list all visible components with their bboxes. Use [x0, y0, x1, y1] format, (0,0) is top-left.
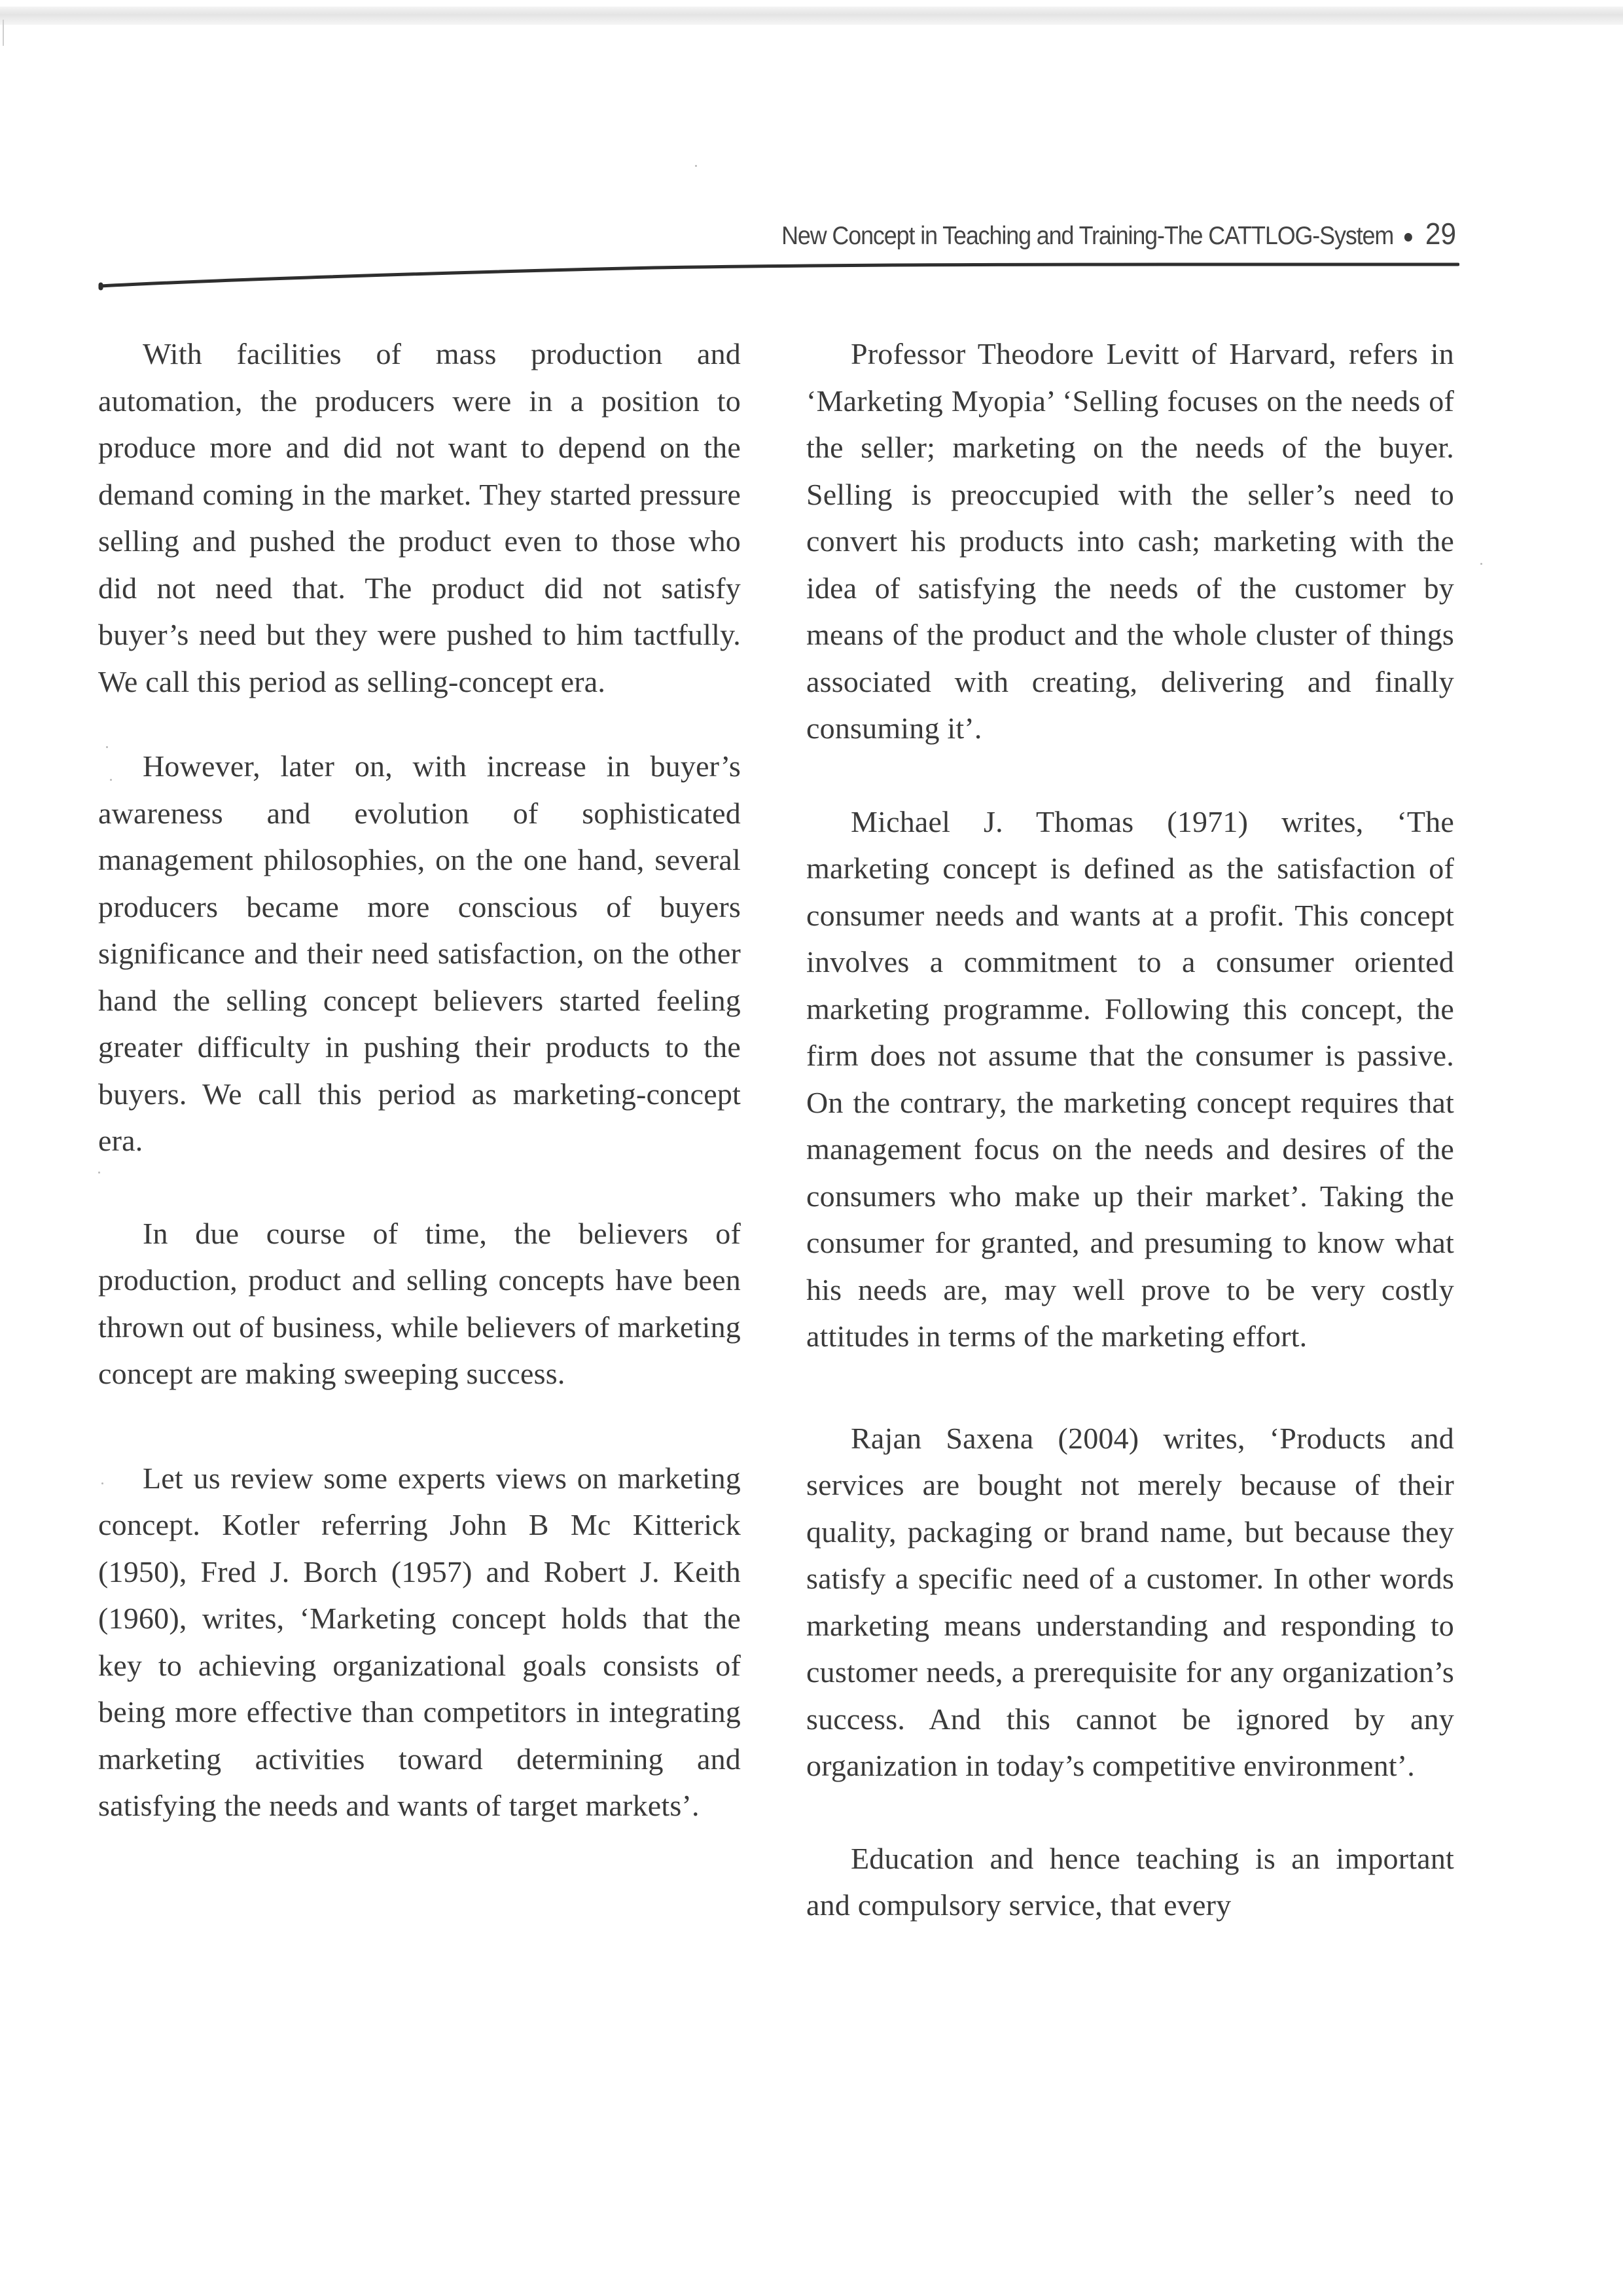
- paragraph-education-teaching: Education and hence teaching is an important and compulsory service, that every: [806, 1841, 1454, 1922]
- page-number: 29: [1425, 217, 1456, 251]
- scan-edge-shadow: [0, 7, 1623, 25]
- scan-speck: [110, 779, 112, 781]
- scan-speck: [1480, 563, 1482, 565]
- paragraph-levitt-marketing-myopia: Professor Theodore Levitt of Harvard, refers in ‘Marketing Myopia’ ‘Selling focuses on the needs of the seller; marketing on the needs of the buyer. Selling is preoccupied with the seller’s need to convert his products into cash; marketing with the idea of satisfying the needs of the customer by means of the product and the whole cluster of things associated with creating, delivering and finally consuming it’.: [806, 337, 1454, 745]
- paragraph-experts-views-kotler: Let us review some experts views on marketing concept. Kotler referring John B Mc Kitterick (1950), Fred J. Borch (1957) and Robert J. Keith (1960), writes, ‘Marketing concept holds that the key to achieving organizational goals consists of being more effective than competitors in integrating marketing activities toward determining and satisfying the needs and wants of target markets’.: [98, 1461, 741, 1822]
- scan-edge-mark: [3, 20, 4, 46]
- paragraph-marketing-concept-era: However, later on, with increase in buyer’s awareness and evolution of sophisticated management philosophies, on the one hand, several producers became more conscious of buyers significance and their need satisfaction, on the other hand the selling concept believers started feeling greater difficulty in pushing their products to the buyers. We call this period as marketing-concept era.: [98, 749, 741, 1157]
- paragraph-rajan-saxena: Rajan Saxena (2004) writes, ‘Products and services are bought not merely because of their quality, packaging or brand name, but because they satisfy a specific need of a customer. In other words marketing means understanding and responding to customer needs, a prerequisite for any organization’s success. And this cannot be ignored by any organization in today’s competitive environment’.: [806, 1421, 1454, 1782]
- scan-speck: [101, 1482, 103, 1484]
- running-head: [779, 216, 1456, 251]
- paragraph-michael-thomas: Michael J. Thomas (1971) writes, ‘The marketing concept is defined as the satisfaction of consumer needs and wants at a profit. This concept involves a commitment to a consumer oriented marketing programme. Following this concept, the firm does not assume that the consumer is passive. On the contrary, the marketing concept requires that management focus on the needs and desires of the consumers who make up their market’. Taking the consumer for granted, and presuming to know what his needs are, may well prove to be very costly attitudes in terms of the marketing effort.: [806, 804, 1454, 1353]
- bullet-separator-icon: [1404, 233, 1412, 242]
- scan-speck: [695, 165, 697, 167]
- right-column: [806, 331, 1454, 1929]
- header-rule: [98, 259, 1459, 291]
- paragraph-due-course-of-time: In due course of time, the believers of production, product and selling concepts have been thrown out of business, while believers of marketing concept are making sweeping success.: [98, 1216, 741, 1390]
- running-head-title: New Concept in Teaching and Training-The CATTLOG-System: [781, 222, 1394, 250]
- paragraph-selling-concept-era: With facilities of mass production and automation, the producers were in a position to produce more and did not want to depend on the demand coming in the market. They started pressure selling and pushed the product even to those who did not need that. The product did not satisfy buyer’s need but they were pushed to him tactfully. We call this period as selling-concept era.: [98, 337, 741, 698]
- left-column: [98, 331, 741, 1829]
- scan-speck: [98, 1172, 100, 1174]
- scan-speck: [106, 746, 108, 748]
